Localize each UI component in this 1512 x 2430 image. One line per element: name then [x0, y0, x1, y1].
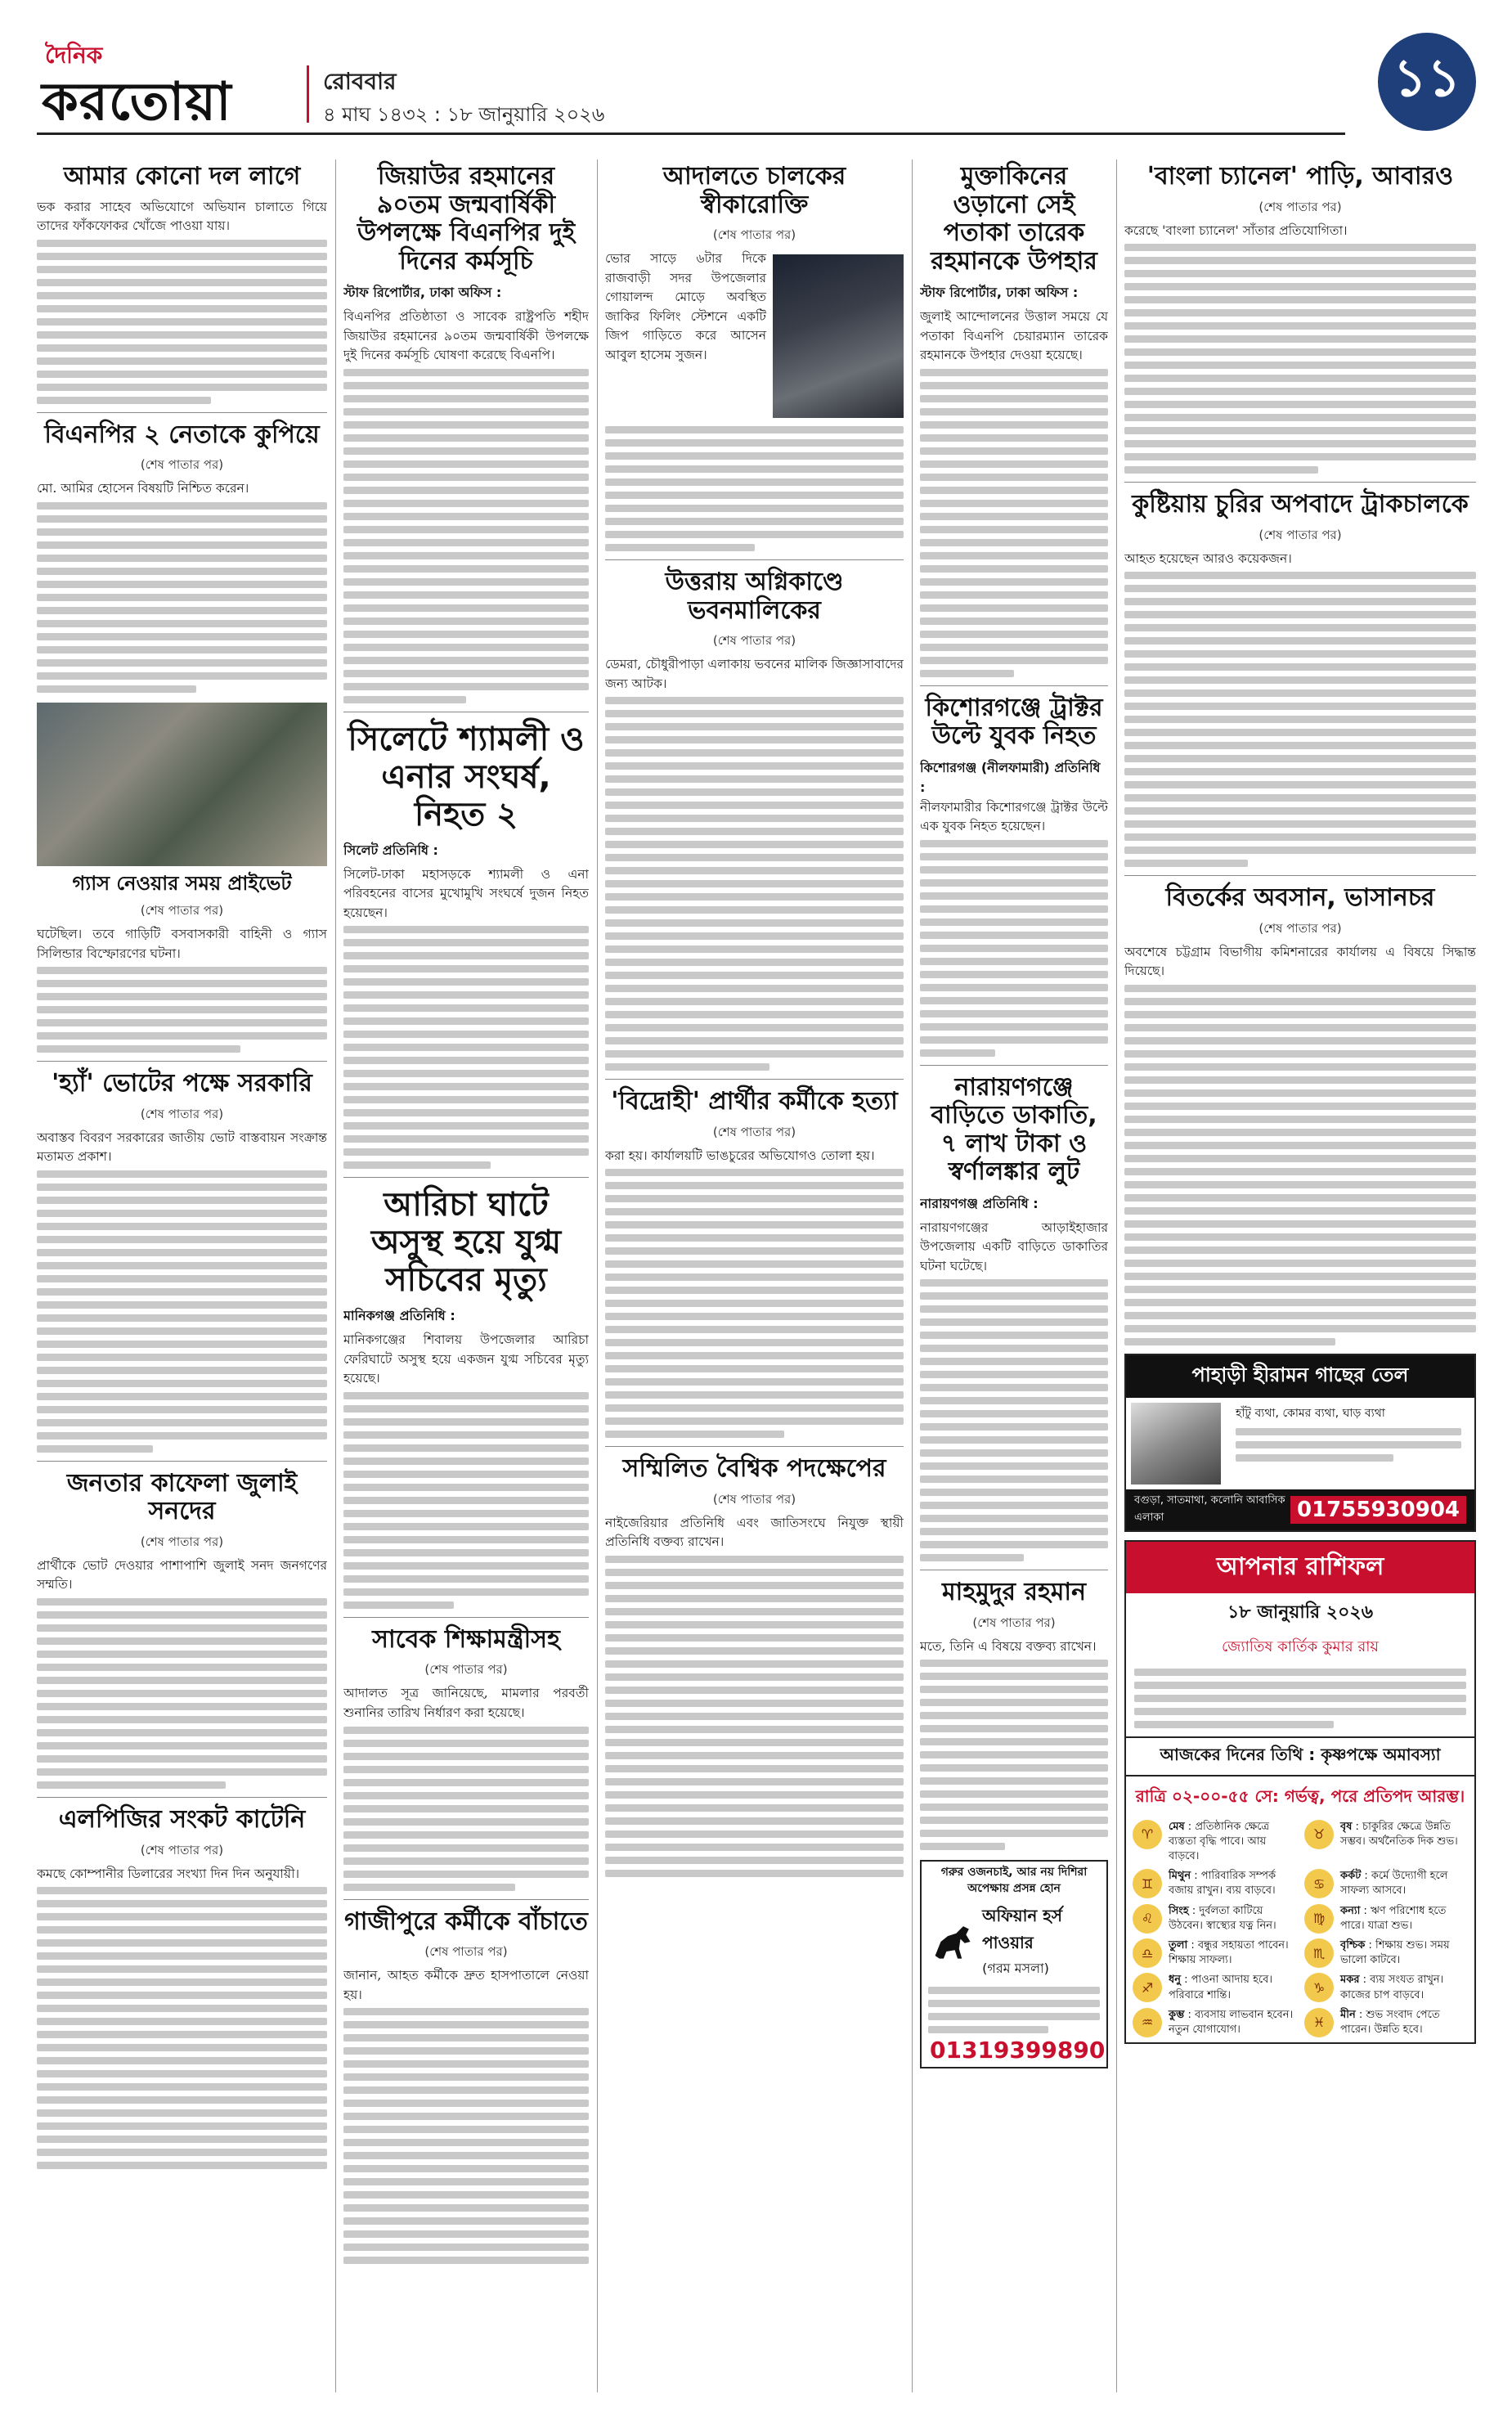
horoscope-grid: [1126, 1815, 1474, 2042]
ad-subtitle: (গরম মসলা): [982, 1960, 1049, 1976]
column-rule: [912, 159, 913, 2392]
article-headline[interactable]: আদালতে চালকের স্বীকারোক্তি: [662, 162, 846, 219]
zodiac-reading: : প্রতিষ্ঠানিক ক্ষেত্রে ব্যস্ততা বৃদ্ধি পাবে। আয় বাড়বে।: [1169, 1820, 1270, 1863]
column-4: [920, 159, 1108, 2392]
zodiac-icon: ♉: [1304, 1820, 1334, 1849]
text-lines: [1227, 1428, 1469, 1462]
horoscope-item: [1304, 1820, 1468, 1865]
tithi-time: রাত্রি ০২-০০-৫৫ সে: গর্ভত্ব, পরে প্রতিপদ আরম্ভ।: [1135, 1785, 1465, 1806]
article-body: করা হয়। কার্যালয়টি ভাঙচুরের অভিযোগও তোলা হয়।: [605, 1148, 875, 1163]
article-headline[interactable]: সম্মিলিত বৈশ্বিক পদক্ষেপের: [622, 1454, 886, 1484]
text-lines: [1124, 985, 1476, 1345]
article-headline[interactable]: সাবেক শিক্ষামন্ত্রীসহ: [372, 1624, 560, 1654]
zodiac-name: ধনু: [1169, 1974, 1182, 1987]
zodiac-reading: : ব্যয় সংযত রাখুন। কাজের চাপ বাড়বে।: [1340, 1974, 1444, 2001]
zodiac-reading: : চাকুরির ক্ষেত্রে উন্নতি সম্ভব। অর্থনৈতিক দিক শুভ।: [1340, 1820, 1458, 1848]
ad-address: বগুড়া, সাতমাথা, কলোনি আবাসিক এলাকা: [1134, 1493, 1285, 1524]
article-body: নাইজেরিয়ার প্রতিনিধি এবং জাতিসংঘে নিযুক্ত স্থায়ী প্রতিনিধি বক্তব্য রাখেন।: [605, 1515, 904, 1550]
continued-note: (শেষ পাতার পর): [424, 1662, 508, 1678]
zodiac-reading: : পারিবারিক সম্পর্ক বজায় রাখুন। ব্যয় বাড়বে।: [1169, 1870, 1276, 1898]
horoscope-item: [1133, 2008, 1296, 2037]
zodiac-reading: : পাওনা আদায় হবে। পরিবারে শান্তি।: [1169, 1974, 1273, 2001]
continued-note: (শেষ পাতার পর): [140, 1842, 224, 1857]
divider: [920, 1065, 1108, 1066]
horoscope-text: [1169, 1904, 1296, 1934]
article-headline[interactable]: জনতার কাফেলা জুলাই সনদের: [66, 1468, 298, 1526]
text-lines: [343, 1392, 589, 1609]
portrait-photo: [773, 254, 904, 418]
divider: [343, 1177, 589, 1178]
news-photo: [37, 703, 327, 866]
continued-note: (শেষ পাতার পর): [712, 227, 796, 242]
ad-description: হাঁটু ব্যথা, কোমর ব্যথা, ঘাড় ব্যথা: [1236, 1406, 1385, 1420]
zodiac-icon: ♏: [1304, 1938, 1334, 1968]
zodiac-name: কন্যা: [1340, 1904, 1361, 1917]
column-2: [343, 159, 589, 2392]
article-body: সিলেট-ঢাকা মহাসড়কে শ্যামলী ও এনা পরিবহনের বাসের মুখোমুখি সংঘর্ষে দুজন নিহত হয়েছেন।: [343, 866, 589, 920]
logo: করতোয়া: [42, 71, 232, 133]
advertisement-pahari-oil[interactable]: [1124, 1354, 1476, 1532]
horoscope-text: [1340, 1938, 1468, 1968]
horoscope-author: জ্যোতিষ কার্তিক কুমার রায়: [1221, 1637, 1380, 1655]
byline: কিশোরগঞ্জ (নীলফামারী) প্রতিনিধি :: [920, 759, 1101, 795]
text-lines: [605, 1556, 904, 1877]
divider: [343, 1617, 589, 1618]
article-body: ঘটেছিল। তবে গাড়িটি বসবাসকারী বাহিনী ও গ্যাস সিলিন্ডার বিস্ফোরণের ঘটনা।: [37, 927, 327, 961]
masthead: [37, 33, 1476, 147]
horoscope-text: [1169, 1820, 1296, 1865]
photo-caption: গ্যাস নেওয়ার সময় প্রাইভেট: [72, 871, 292, 895]
text-lines: [343, 1727, 589, 1891]
text-lines: [37, 240, 327, 404]
horoscope-item: [1304, 1869, 1468, 1898]
article-body: ভক করার সাহেব অভিযোগে অভিযান চালাতে গিয়ে তাদের ফাঁকফোকর খোঁজে পাওয়া যায়।: [37, 199, 327, 234]
column-rule: [597, 159, 598, 2392]
article-body: নীলফামারীর কিশোরগঞ্জে ট্রাক্টর উল্টে এক যুবক নিহত হয়েছেন।: [920, 799, 1108, 834]
zodiac-name: মেষ: [1169, 1820, 1185, 1833]
zodiac-icon: ♍: [1304, 1904, 1334, 1934]
zodiac-icon: ♌: [1133, 1904, 1162, 1934]
horoscope-item: [1304, 1973, 1468, 2002]
horoscope-text: [1340, 1869, 1468, 1898]
article-body: অবশেষে চট্টগ্রাম বিভাগীয় কমিশনারের কার্যালয় এ বিষয়ে সিদ্ধান্ত দিয়েছে।: [1124, 944, 1476, 979]
ad-tagline: গরুর ওজনচাই, আর নয় দিশিরা অপেক্ষায় প্রসন্ন হোন: [940, 1866, 1088, 1896]
byline: স্টাফ রিপোর্টার, ঢাকা অফিস :: [920, 285, 1079, 300]
text-lines: [1126, 1665, 1474, 1732]
article-body: বিএনপির প্রতিষ্ঠাতা ও সাবেক রাষ্ট্রপতি শহীদ জিয়াউর রহমানের ৯০তম জন্মবার্ষিকী উপলক্ষে দুই দিনের কর্মসূচি ঘোষণা করেছে বিএনপি।: [343, 309, 589, 363]
article-body: ডেমরা, চৌধুরীপাড়া এলাকায় ভবনের মালিক জিজ্ঞাসাবাদের জন্য আটক।: [605, 657, 904, 691]
article-headline[interactable]: জিয়াউর রহমানের ৯০তম জন্মবার্ষিকী উপলক্ষে বিএনপির দুই দিনের কর্মসূচি: [357, 162, 576, 276]
tithi-label: আজকের দিনের তিথি : কৃষ্ণপক্ষে অমাবস্যা: [1126, 1736, 1474, 1776]
zodiac-icon: ♋: [1304, 1869, 1334, 1898]
ad-title: পাহাড়ী হীরামন গাছের তেল: [1126, 1355, 1474, 1398]
article-body: জুলাই আন্দোলনের উত্তাল সময়ে যে পতাকা বিএনপি চেয়ারম্যান তারেক রহমানকে উপহার দেওয়া হয়েছে।: [920, 309, 1108, 363]
article-headline[interactable]: আরিচা ঘাটে অসুস্থ হয়ে যুগ্ম সচিবের মৃত্যু: [370, 1186, 562, 1300]
article-headline[interactable]: নারায়ণগঞ্জে বাড়িতে ডাকাতি, ৭ লাখ টাকা ও স্বর্ণালঙ্কার লুট: [931, 1072, 1097, 1187]
article-body: মতে, তিনি এ বিষয়ে বক্তব্য রাখেন।: [920, 1638, 1097, 1654]
divider: [605, 1446, 904, 1447]
horoscope-item: [1133, 1973, 1296, 2002]
divider: [37, 1461, 327, 1462]
divider: [605, 559, 904, 560]
article-body: আদালত সূত্র জানিয়েছে, মামলার পরবর্তী শুনানির তারিখ নির্ধারণ করা হয়েছে।: [343, 1686, 589, 1720]
continued-note: (শেষ পাতার পর): [140, 457, 224, 473]
continued-note: (শেষ পাতার পর): [1259, 920, 1342, 936]
text-lines: [37, 967, 327, 1053]
horoscope-item: [1304, 1904, 1468, 1934]
text-lines: [1124, 244, 1476, 474]
zodiac-reading: : ঋণ পরিশোধ হতে পারে। যাত্রা শুভ।: [1340, 1904, 1447, 1932]
continued-note: (শেষ পাতার পর): [424, 1944, 508, 1960]
divider: [605, 1079, 904, 1080]
article-headline[interactable]: আমার কোনো দল লাগে: [63, 162, 301, 191]
article-body: মো. আমির হোসেন বিষয়টি নিশ্চিত করেন।: [37, 481, 249, 496]
horoscope-title: আপনার রাশিফল: [1126, 1542, 1474, 1593]
article-headline[interactable]: 'হ্যাঁ' ভোটের পক্ষে সরকারি: [52, 1069, 312, 1098]
byline: স্টাফ রিপোর্টার, ঢাকা অফিস :: [343, 285, 502, 300]
continued-note: (শেষ পাতার পর): [972, 1615, 1056, 1630]
byline: মানিকগঞ্জ প্রতিনিধি :: [343, 1308, 455, 1324]
horoscope-item: [1133, 1938, 1296, 1968]
horoscope-item: [1133, 1904, 1296, 1934]
text-lines: [343, 369, 589, 703]
divider: [920, 685, 1108, 686]
zodiac-icon: ♐: [1133, 1973, 1162, 2002]
horoscope-item: [1133, 1869, 1296, 1898]
zodiac-icon: ♈: [1133, 1820, 1162, 1849]
zodiac-reading: : শুভ সংবাদ পেতে পারেন। উন্নতি হবে।: [1340, 2008, 1440, 2036]
horoscope-text: [1169, 2008, 1296, 2037]
column-rule: [335, 159, 336, 2392]
text-lines: [37, 502, 327, 693]
horoscope-item: [1133, 1820, 1296, 1865]
article-headline[interactable]: কুষ্টিয়ায় চুরির অপবাদে ট্রাকচালকে: [1132, 490, 1469, 519]
article-body: করেছে 'বাংলা চ্যানেল' সাঁতার প্রতিযোগিতা।: [1124, 222, 1348, 238]
article-headline[interactable]: উত্তরায় অগ্নিকাণ্ডে ভবনমালিকের: [665, 568, 844, 625]
article-body: জানান, আহত কর্মীকে দ্রুত হাসপাতালে নেওয়া হয়।: [343, 1968, 589, 2002]
article-headline[interactable]: বিতর্কের অবসান, ভাসানচর: [1165, 883, 1435, 913]
zodiac-name: তুলা: [1169, 1939, 1188, 1952]
zodiac-icon: ♓: [1304, 2008, 1334, 2037]
byline: সিলেট প্রতিনিধি :: [343, 842, 438, 858]
zodiac-icon: ♑: [1304, 1973, 1334, 2002]
continued-note: (শেষ পাতার পর): [712, 633, 796, 648]
divider: [1124, 482, 1476, 483]
article-body: অবাস্তব বিবরণ সরকারের জাতীয় ভোট বাস্তবায়ন সংক্রান্ত মতামত প্রকাশ।: [37, 1130, 327, 1165]
zodiac-name: মকর: [1340, 1974, 1360, 1987]
zodiac-reading: : কর্মে উদ্যোগী হলে সাফল্য আসবে।: [1340, 1870, 1448, 1898]
ad-phone[interactable]: 01755930904: [1290, 1496, 1466, 1524]
article-body: নারায়ণগঞ্জের আড়াইহাজার উপজেলায় একটি বাড়িতে ডাকাতির ঘটনা ঘটেছে।: [920, 1219, 1108, 1273]
continued-note: (শেষ পাতার পর): [712, 1491, 796, 1507]
masthead-day: রোববার: [323, 68, 397, 95]
zodiac-name: কুম্ভ: [1169, 2008, 1185, 2021]
zodiac-icon: ♎: [1133, 1938, 1162, 1968]
zodiac-reading: : শিক্ষায় শুভ। সময় ভালো কাটবে।: [1340, 1939, 1450, 1967]
zodiac-name: মীন: [1340, 2008, 1356, 2021]
divider: [37, 412, 327, 413]
zodiac-name: সিংহ: [1169, 1904, 1189, 1917]
horoscope-text: [1169, 1973, 1296, 2002]
masthead-rule: [37, 133, 1345, 135]
horoscope-box: [1124, 1540, 1476, 2044]
continued-note: (শেষ পাতার পর): [712, 1124, 796, 1139]
horoscope-text: [1169, 1869, 1296, 1898]
horoscope-text: [1340, 1973, 1468, 2002]
advertisement-horse-power[interactable]: [920, 1860, 1108, 2068]
masthead-date: ৪ মাঘ ১৪৩২ : ১৮ জানুয়ারি ২০২৬: [323, 103, 605, 126]
text-lines: [37, 1170, 327, 1453]
text-lines: [37, 1887, 327, 2169]
article-body: মানিকগঞ্জের শিবালয় উপজেলার আরিচা ফেরিঘাটে অসুস্থ হয়ে একজন যুগ্ম সচিবের মৃত্যু হয়েছে।: [343, 1332, 589, 1386]
article-headline[interactable]: 'বিদ্রোহী' প্রার্থীর কর্মীকে হত্যা: [611, 1087, 898, 1116]
ad-phone[interactable]: 01319399890: [930, 2036, 1106, 2064]
horoscope-date: ১৮ জানুয়ারি ২০২৬: [1227, 1601, 1373, 1623]
horoscope-item: [1304, 2008, 1468, 2037]
column-1: [37, 159, 327, 2392]
continued-note: (শেষ পাতার পর): [140, 1534, 224, 1549]
text-lines: [343, 2008, 589, 2264]
article-headline[interactable]: মাহমুদুর রহমান: [941, 1578, 1086, 1607]
divider: [1124, 875, 1476, 876]
horoscope-text: [1340, 1904, 1468, 1934]
divider: [37, 1061, 327, 1062]
zodiac-name: মিথুন: [1169, 1870, 1191, 1883]
article-body: কমছে কোম্পানীর ডিলারের সংখ্যা দিন দিন অনুযায়ী।: [37, 1866, 300, 1881]
divider: [343, 1899, 589, 1900]
text-lines: [920, 1660, 1108, 1850]
column-rule: [1116, 159, 1117, 2392]
continued-note: (শেষ পাতার পর): [140, 1106, 224, 1121]
text-lines: [1124, 572, 1476, 867]
zodiac-reading: : ব্যবসায় লাভবান হবেন। নতুন যোগাযোগ।: [1169, 2008, 1294, 2036]
column-5: [1124, 159, 1476, 2392]
article-body: প্রার্থীকে ভোট দেওয়ার পাশাপাশি জুলাই সনদ জনগণের সম্মতি।: [37, 1557, 327, 1592]
article-headline[interactable]: গাজীপুরে কর্মীকে বাঁচাতে: [344, 1907, 588, 1936]
text-lines: [605, 697, 904, 1071]
article-headline[interactable]: সিলেটে শ্যামলী ও এনার সংঘর্ষ, নিহত ২: [348, 720, 585, 833]
continued-note: (শেষ পাতার পর): [1259, 199, 1342, 214]
zodiac-name: কর্কট: [1340, 1870, 1362, 1883]
article-body: ভোর সাড়ে ৬টার দিকে রাজবাড়ী সদর উপজেলার গোয়ালন্দ মোড়ে অবস্থিত জাকির ফিলিং স্টেশনে একটি জিপ গাড়িতে করে আসেন আবুল হাসেম সুজন।: [605, 251, 766, 362]
portrait-photo: [1131, 1403, 1221, 1485]
article-headline[interactable]: 'বাংলা চ্যানেল' পাড়ি, আবারও: [1146, 162, 1454, 191]
text-lines: [605, 426, 904, 551]
column-3: [605, 159, 904, 2392]
masthead-divider: [307, 65, 309, 123]
article-headline[interactable]: বিএনপির ২ নেতাকে কুপিয়ে: [44, 420, 320, 449]
text-lines: [37, 1598, 327, 1789]
article-headline[interactable]: কিশোরগঞ্জে ট্রাক্টর উল্টে যুবক নিহত: [925, 693, 1103, 751]
divider: [37, 1797, 327, 1798]
page-number-badge: ১১: [1378, 33, 1476, 131]
horoscope-text: [1169, 1938, 1296, 1968]
text-lines: [920, 1279, 1108, 1561]
logo-small: দৈনিক: [45, 42, 103, 69]
zodiac-reading: : বন্ধুর সহায়তা পাবেন। শিক্ষায় সাফল্য।: [1169, 1939, 1289, 1967]
article-headline[interactable]: এলপিজির সংকট কাটেনি: [58, 1805, 306, 1835]
continued-note: (শেষ পাতার পর): [140, 903, 224, 919]
text-lines: [920, 840, 1108, 1057]
ad-title: অফিয়ান হর্স পাওয়ার: [982, 1905, 1062, 1952]
byline: নারায়ণগঞ্জ প্রতিনিধি :: [920, 1195, 1039, 1211]
text-lines: [920, 369, 1108, 677]
zodiac-icon: ♊: [1133, 1869, 1162, 1898]
zodiac-name: বৃশ্চিক: [1340, 1939, 1366, 1952]
article-headline[interactable]: মুক্তাকিনের ওড়ানো সেই পতাকা তারেক রহমানকে উপহার: [931, 162, 1097, 276]
continued-note: (শেষ পাতার পর): [1259, 527, 1342, 542]
horoscope-item: [1304, 1938, 1468, 1968]
horse-icon: [928, 1917, 977, 1966]
zodiac-reading: : দুর্বলতা কাটিয়ে উঠবেন। স্বাস্থ্যের যত্ন নিন।: [1169, 1904, 1276, 1932]
zodiac-name: বৃষ: [1340, 1820, 1353, 1833]
zodiac-icon: ♒: [1133, 2008, 1162, 2037]
text-lines: [343, 926, 589, 1169]
horoscope-text: [1340, 1820, 1468, 1849]
horoscope-text: [1340, 2008, 1468, 2037]
article-body: আহত হয়েছেন আরও কয়েকজন।: [1124, 550, 1292, 566]
text-lines: [922, 1987, 1106, 2033]
text-lines: [605, 1169, 904, 1438]
